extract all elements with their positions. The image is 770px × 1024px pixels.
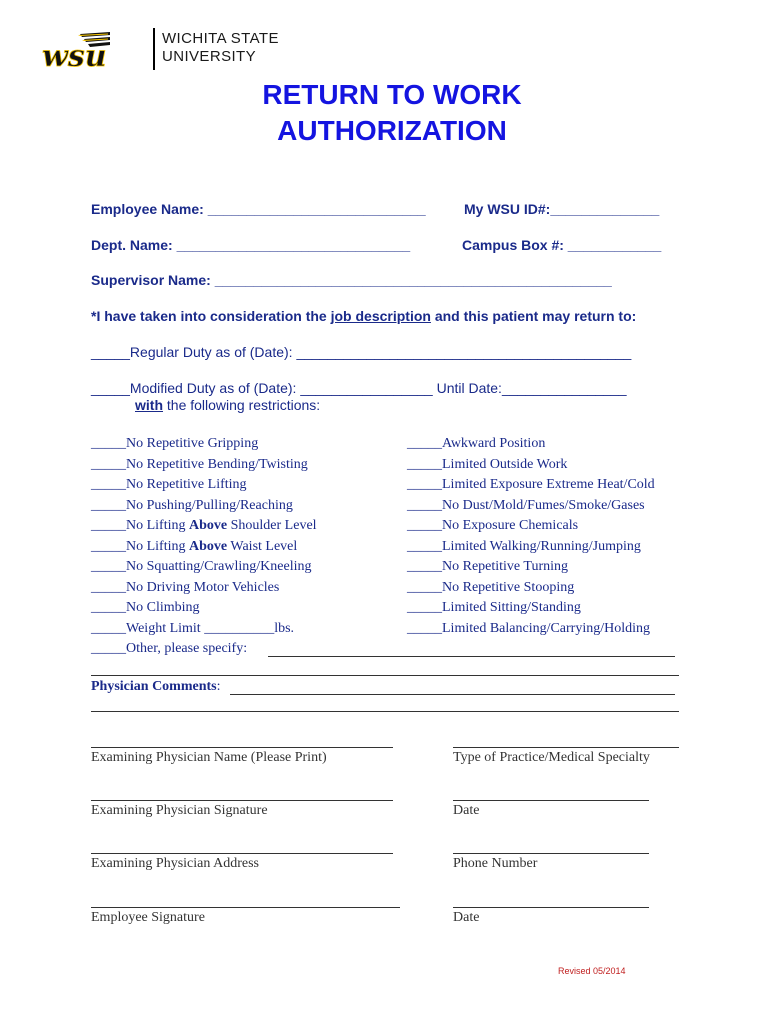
campus-box-field[interactable]: Campus Box #: ____________ xyxy=(462,237,662,253)
restriction-text: _____Weight Limit __________lbs. xyxy=(91,620,295,636)
restriction-right-item[interactable]: _____Limited Exposure Extreme Heat/Cold xyxy=(407,477,655,492)
restriction-emphasis: Above xyxy=(189,518,228,533)
practice-line[interactable] xyxy=(453,747,679,748)
revised-date: Revised 05/2014 xyxy=(558,966,626,976)
university-logo xyxy=(40,26,279,76)
form-title-line1: RETURN TO WORK xyxy=(262,79,522,110)
restrictions-heading-text: the following restrictions: xyxy=(163,397,321,413)
modified-duty-field[interactable]: _____Modified Duty as of (Date): _________________ Until Date:________________ xyxy=(91,380,627,396)
employee-name-field[interactable]: Employee Name: ____________________________ xyxy=(91,201,426,217)
other-specify-field[interactable] xyxy=(91,641,251,657)
physician-name-line[interactable] xyxy=(91,747,393,748)
physician-address-label: Examining Physician Address xyxy=(91,856,259,871)
restriction-left-item[interactable] xyxy=(91,559,311,575)
phone-label: Phone Number xyxy=(453,856,538,871)
restriction-left-item[interactable] xyxy=(91,457,308,473)
restriction-right-item[interactable]: _____Limited Outside Work xyxy=(407,456,568,472)
restriction-right-item[interactable]: _____Limited Walking/Running/Jumping xyxy=(407,538,641,554)
restriction-text-suffix: Waist Level xyxy=(227,538,298,554)
dept-name-field[interactable]: Dept. Name: ______________________________ xyxy=(91,237,411,253)
physician-comments-line-2[interactable] xyxy=(91,711,679,712)
employee-signature-label: Employee Signature xyxy=(91,910,205,925)
physician-address-line[interactable] xyxy=(91,853,393,854)
restriction-left-item[interactable] xyxy=(91,539,297,555)
restriction-text: _____No Climbing xyxy=(91,600,200,615)
practice-label: Type of Practice/Medical Specialty xyxy=(453,750,650,765)
restriction-left-item[interactable] xyxy=(91,498,293,514)
wsu-wheat-logo-icon xyxy=(40,30,112,70)
physician-comments-colon: : xyxy=(216,679,221,694)
other-specify-line-2[interactable] xyxy=(91,675,679,676)
restriction-right-item[interactable]: _____Limited Sitting/Standing xyxy=(407,600,581,615)
restriction-left-item[interactable] xyxy=(91,600,200,616)
with-word: with xyxy=(135,397,163,413)
restriction-text: _____No Lifting xyxy=(91,538,189,554)
date-line-2[interactable] xyxy=(453,907,649,908)
restriction-left-item[interactable] xyxy=(91,621,294,637)
date-label-1: Date xyxy=(453,803,480,818)
physician-name-label: Examining Physician Name (Please Print) xyxy=(91,750,327,765)
wsu-id-field[interactable]: My WSU ID#:______________ xyxy=(464,201,660,217)
restriction-left-item[interactable] xyxy=(91,477,247,493)
university-name-line2: UNIVERSITY xyxy=(162,48,257,65)
restriction-right-item[interactable]: _____No Repetitive Turning xyxy=(407,559,569,574)
phone-line[interactable] xyxy=(453,853,649,854)
university-name-line1: WICHITA STATE xyxy=(162,30,279,47)
consideration-statement xyxy=(91,308,636,324)
physician-comments-line[interactable] xyxy=(230,694,675,695)
other-specify-line[interactable] xyxy=(268,656,675,657)
job-description-link[interactable]: job description xyxy=(330,308,431,324)
other-specify-label: _____Other, please specify: xyxy=(91,641,251,656)
restriction-text: _____No Repetitive Lifting xyxy=(91,477,247,492)
restriction-left-item[interactable] xyxy=(91,436,258,452)
physician-comments-field[interactable] xyxy=(91,679,221,695)
form-title xyxy=(0,77,770,149)
restriction-text: _____No Repetitive Bending/Twisting xyxy=(91,456,308,472)
employee-signature-line[interactable] xyxy=(91,907,400,908)
physician-comments-label: Physician Comments xyxy=(91,679,217,694)
restriction-text: _____No Lifting xyxy=(91,518,189,533)
restriction-text: _____No Pushing/Pulling/Reaching xyxy=(91,497,293,513)
restrictions-heading xyxy=(135,397,320,413)
logo-divider xyxy=(153,28,155,70)
restriction-emphasis: Above xyxy=(189,538,228,554)
date-line-1[interactable] xyxy=(453,800,649,801)
restriction-text: _____No Driving Motor Vehicles xyxy=(91,579,280,595)
restriction-right-item[interactable]: _____No Exposure Chemicals xyxy=(407,518,579,533)
university-name xyxy=(162,30,279,66)
restriction-text: _____No Squatting/Crawling/Kneeling xyxy=(91,559,312,574)
restriction-right-item[interactable]: _____Awkward Position xyxy=(407,436,546,451)
restriction-text-suffix: Shoulder Level xyxy=(227,518,317,533)
physician-signature-label: Examining Physician Signature xyxy=(91,803,268,818)
restriction-text: _____No Repetitive Gripping xyxy=(91,436,259,451)
svg-text:wsu: wsu xyxy=(42,39,107,70)
physician-signature-line[interactable] xyxy=(91,800,393,801)
statement-prefix: *I have taken into consideration the xyxy=(91,308,331,324)
restriction-right-item[interactable]: _____No Dust/Mold/Fumes/Smoke/Gases xyxy=(407,497,645,513)
regular-duty-field[interactable]: _____Regular Duty as of (Date): ___________________________________________ xyxy=(91,344,632,360)
restriction-right-item[interactable]: _____No Repetitive Stooping xyxy=(407,579,575,595)
restriction-left-item[interactable] xyxy=(91,518,317,534)
restriction-right-item[interactable]: _____Limited Balancing/Carrying/Holding xyxy=(407,620,651,636)
date-label-2: Date xyxy=(453,910,480,925)
form-title-line2: AUTHORIZATION xyxy=(277,115,507,146)
restriction-left-item[interactable] xyxy=(91,580,279,596)
supervisor-name-field[interactable]: Supervisor Name: ___________________________________________________ xyxy=(91,272,612,288)
statement-suffix: and this patient may return to: xyxy=(430,308,637,324)
